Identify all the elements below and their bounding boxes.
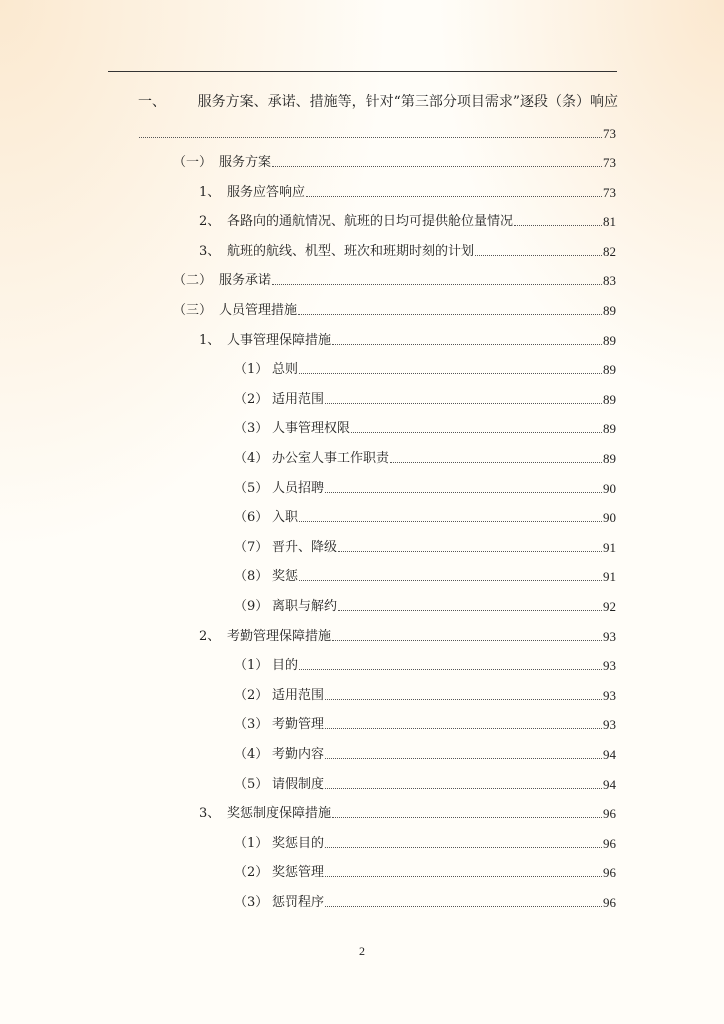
toc-entry-number: （5）	[234, 481, 269, 496]
dot-leader	[272, 284, 602, 285]
toc-entry[interactable]	[234, 595, 616, 615]
dot-leader	[325, 728, 602, 729]
dot-leader	[332, 817, 602, 818]
dot-leader	[298, 314, 602, 315]
toc-entry-number: 1、	[199, 185, 221, 200]
toc-entry-page: 93	[603, 688, 616, 703]
toc-entry-page: 91	[603, 569, 616, 584]
dot-leader	[325, 906, 602, 907]
toc-entry-page: 92	[603, 599, 616, 614]
dot-leader	[338, 551, 602, 552]
toc-entry-number: （三）	[173, 303, 213, 318]
toc-entry-page: 96	[603, 865, 616, 880]
toc-entry-page: 89	[603, 421, 616, 436]
toc-entry-title: 人员管理措施	[219, 303, 298, 318]
toc-entry[interactable]	[234, 743, 616, 763]
dot-leader	[332, 640, 602, 641]
toc-entry[interactable]	[173, 299, 616, 319]
toc-entry[interactable]	[234, 861, 616, 881]
toc-entry[interactable]	[234, 536, 616, 556]
dot-leader	[272, 166, 602, 167]
toc-entry-page: 93	[603, 717, 616, 732]
toc-entry-number: （3）	[234, 895, 269, 910]
toc-entry-page: 73	[603, 155, 616, 170]
toc-entry-number: （3）	[234, 717, 269, 732]
toc-entry[interactable]	[234, 447, 616, 467]
toc-entry-page: 89	[603, 392, 616, 407]
toc-entry-page: 96	[603, 836, 616, 851]
page-number: 2	[359, 944, 365, 958]
dot-leader	[306, 196, 602, 197]
toc-heading-number: 一、	[138, 94, 166, 110]
toc-entry[interactable]	[173, 269, 616, 289]
toc-entry-number: 2、	[199, 214, 221, 229]
toc-entry-page: 90	[603, 510, 616, 525]
toc-entry-number: 3、	[199, 244, 221, 259]
toc-entry-number: （2）	[234, 392, 269, 407]
toc-entry-title: 考勤内容	[272, 747, 325, 762]
dot-leader	[299, 521, 602, 522]
dot-leader	[299, 669, 602, 670]
toc-entry-title: 奖惩	[272, 569, 299, 584]
toc-entry-title: 服务应答响应	[227, 185, 306, 200]
toc-entry[interactable]	[234, 417, 616, 437]
toc-entry[interactable]	[234, 654, 616, 674]
toc-heading[interactable]	[138, 93, 618, 111]
toc-entry-page: 91	[603, 540, 616, 555]
dot-leader	[325, 699, 602, 700]
toc-entry-title: 奖惩目的	[272, 836, 325, 851]
toc-entry[interactable]	[199, 802, 616, 822]
toc-entry-number: （7）	[234, 540, 269, 555]
toc-entry-number: （4）	[234, 747, 269, 762]
toc-entry-page: 93	[603, 658, 616, 673]
toc-entry-number: 3、	[199, 806, 221, 821]
toc-entry-page: 89	[603, 362, 616, 377]
toc-entry-number: （9）	[234, 599, 269, 614]
toc-entry-title: 离职与解约	[272, 599, 338, 614]
dot-leader	[139, 137, 602, 138]
toc-entry-number: （5）	[234, 777, 269, 792]
toc-entry-title: 适用范围	[272, 392, 325, 407]
toc-entry[interactable]	[199, 210, 616, 230]
dot-leader	[299, 580, 602, 581]
toc-entry-title: 人事管理保障措施	[227, 333, 332, 348]
toc-entry[interactable]	[234, 832, 616, 852]
toc-entry-title: 惩罚程序	[272, 895, 325, 910]
toc-entry-page: 94	[603, 747, 616, 762]
toc-entry-number: （2）	[234, 865, 269, 880]
dot-leader	[514, 225, 602, 226]
toc-entry-page: 93	[603, 629, 616, 644]
toc-entry-title: 人员招聘	[272, 481, 325, 496]
toc-entry-page: 83	[603, 273, 616, 288]
toc-entry-number: （二）	[173, 273, 213, 288]
toc-heading-title: 服务方案、承诺、措施等，针对“第三部分项目需求”逐段（条）响应	[197, 94, 618, 110]
toc-entry-page: 94	[603, 777, 616, 792]
toc-entry-title: 请假制度	[272, 777, 325, 792]
toc-entry-number: 2、	[199, 629, 221, 644]
toc-entry-page: 89	[603, 333, 616, 348]
toc-entry[interactable]	[234, 773, 616, 793]
toc-entry-title: 奖惩管理	[272, 865, 325, 880]
toc-entry-number: （3）	[234, 421, 269, 436]
toc-entry-page: 89	[603, 303, 616, 318]
dot-leader	[325, 758, 602, 759]
toc-entry-title: 航班的航线、机型、班次和班期时刻的计划	[227, 244, 475, 259]
toc-entry-page: 73	[603, 185, 616, 200]
toc-entry-page: 90	[603, 481, 616, 496]
toc-entry-title: 适用范围	[272, 688, 325, 703]
toc-entry[interactable]	[199, 181, 616, 201]
dot-leader	[390, 462, 602, 463]
toc-entry-number: （一）	[173, 155, 213, 170]
toc-entry-number: 1、	[199, 333, 221, 348]
toc-entry-page: 81	[603, 214, 616, 229]
toc-entry-title: 晋升、降级	[272, 540, 338, 555]
toc-entry-number: （1）	[234, 836, 269, 851]
toc-entry-number: （1）	[234, 362, 269, 377]
dot-leader	[351, 432, 602, 433]
toc-entry-number: （6）	[234, 510, 269, 525]
toc-heading-leader-row[interactable]	[138, 122, 616, 142]
toc-entry[interactable]	[199, 625, 616, 645]
toc-entry-title: 目的	[272, 658, 299, 673]
dot-leader	[325, 788, 602, 789]
toc-entry-page: 96	[603, 806, 616, 821]
toc-entry[interactable]	[173, 151, 616, 171]
toc-entry[interactable]	[199, 240, 616, 260]
dot-leader	[475, 255, 602, 256]
toc-entry-title: 服务方案	[219, 155, 272, 170]
toc-entry-title: 总则	[272, 362, 299, 377]
toc-entry[interactable]	[234, 477, 616, 497]
dot-leader	[332, 344, 602, 345]
toc-entry-page: 89	[603, 451, 616, 466]
toc-entry-title: 考勤管理	[272, 717, 325, 732]
dot-leader	[299, 373, 602, 374]
toc-entry[interactable]	[234, 388, 616, 408]
toc-entry-title: 人事管理权限	[272, 421, 351, 436]
toc-entry-number: （4）	[234, 451, 269, 466]
toc-heading-page: 73	[603, 126, 616, 141]
toc-entry[interactable]	[234, 565, 616, 585]
toc-entry-number: （2）	[234, 688, 269, 703]
toc-entry-title: 服务承诺	[219, 273, 272, 288]
toc-entry[interactable]	[234, 506, 616, 526]
toc-entry[interactable]	[234, 358, 616, 378]
toc-entry[interactable]	[234, 684, 616, 704]
toc-entry-title: 入职	[272, 510, 299, 525]
toc-entry-number: （1）	[234, 658, 269, 673]
toc-entry-title: 办公室人事工作职责	[272, 451, 390, 466]
toc-entry-page: 82	[603, 244, 616, 259]
toc-entry-number: （8）	[234, 569, 269, 584]
toc-entry[interactable]	[234, 891, 616, 911]
toc-entry-title: 各路向的通航情况、航班的日均可提供舱位量情况	[227, 214, 514, 229]
dot-leader	[325, 492, 602, 493]
toc-entry[interactable]	[199, 329, 616, 349]
dot-leader	[325, 876, 602, 877]
toc-entry[interactable]	[234, 713, 616, 733]
dot-leader	[325, 403, 602, 404]
toc-entry-title: 奖惩制度保障措施	[227, 806, 332, 821]
toc-entry-title: 考勤管理保障措施	[227, 629, 332, 644]
toc-entry-page: 96	[603, 895, 616, 910]
dot-leader	[338, 610, 602, 611]
dot-leader	[325, 847, 602, 848]
